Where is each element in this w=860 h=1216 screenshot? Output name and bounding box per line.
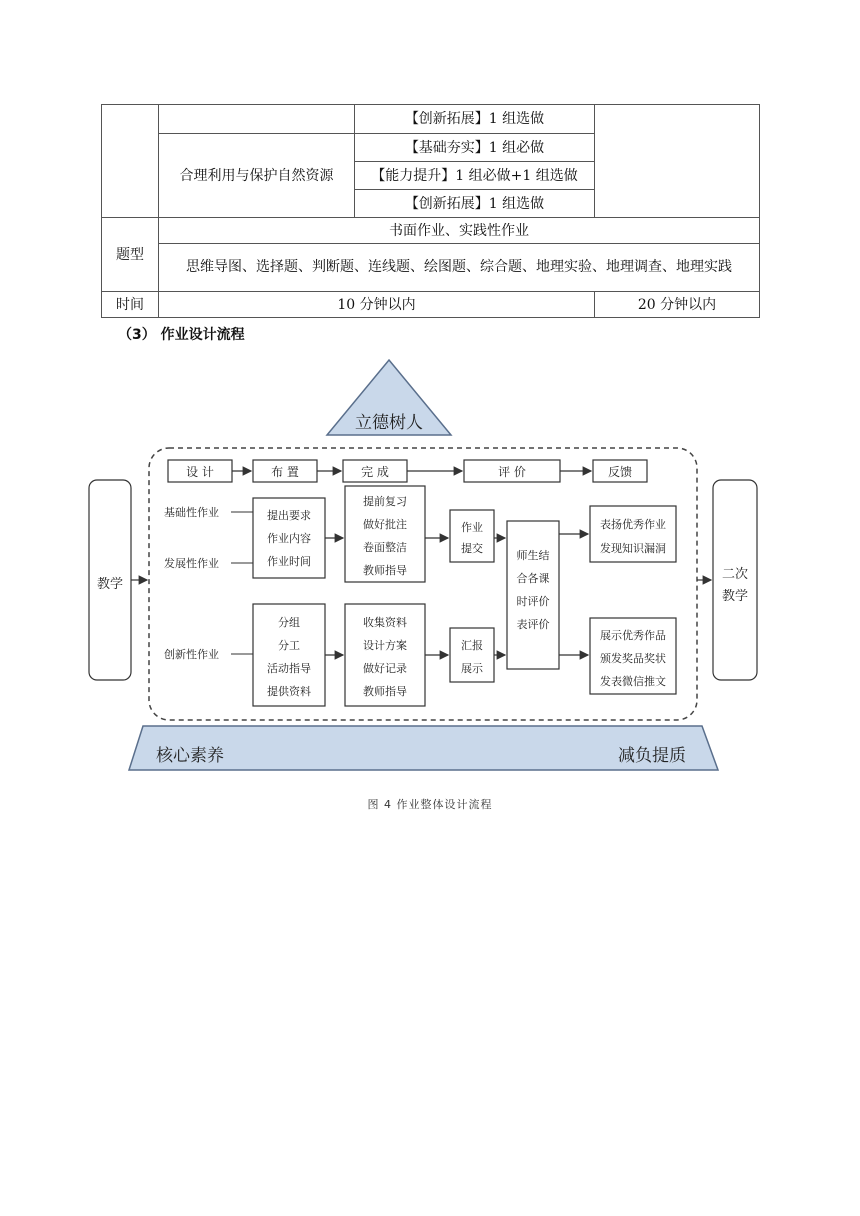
step-evaluate-label: 评 价	[498, 465, 526, 479]
submit-lower-1: 汇报	[461, 639, 483, 652]
complete-upper-4: 教师指导	[363, 564, 407, 577]
submit-upper-1: 作业	[461, 521, 483, 534]
type-label: 题型	[102, 218, 159, 292]
assign-upper-2: 作业内容	[267, 532, 311, 545]
top-triangle-label: 立德树人	[355, 413, 423, 433]
feedback-upper-1: 表扬优秀作业	[600, 518, 666, 531]
figure-caption: 图 4 作业整体设计流程	[367, 798, 493, 811]
category-innovation: 创新性作业	[164, 648, 219, 661]
feedback-lower-1: 展示优秀作品	[600, 629, 666, 642]
topic-cell-empty	[159, 105, 355, 134]
step-feedback-label: 反馈	[607, 465, 633, 479]
category-development: 发展性作业	[164, 557, 219, 570]
assignment-cell: 【基础夯实】1 组必做	[355, 134, 595, 162]
step-assign-label: 布 置	[271, 465, 299, 479]
workflow-diagram	[86, 356, 776, 776]
assign-upper-3: 作业时间	[267, 555, 311, 568]
assignment-cell: 【能力提升】1 组必做+1 组选做	[355, 162, 595, 190]
section-heading: （3） 作业设计流程	[118, 327, 245, 343]
complete-upper-3: 卷面整洁	[363, 541, 407, 554]
assign-lower-2: 分工	[278, 639, 300, 652]
type-line1: 书面作业、实践性作业	[159, 218, 760, 244]
topic-cell: 合理利用与保护自然资源	[159, 134, 355, 218]
second-teaching-label-2: 教学	[721, 589, 749, 604]
complete-lower-4: 教师指导	[363, 685, 407, 698]
type-line2: 思维导图、选择题、判断题、连线题、绘图题、综合题、地理实验、地理调查、地理实践	[159, 244, 760, 292]
time-label: 时间	[102, 292, 159, 318]
time-value-1: 10 分钟以内	[159, 292, 595, 318]
complete-lower-3: 做好记录	[363, 662, 407, 675]
feedback-lower-3: 发表微信推文	[600, 675, 666, 688]
time-value-2: 20 分钟以内	[595, 292, 760, 318]
step-design-label: 设 计	[186, 465, 214, 479]
feedback-upper-2: 发现知识漏洞	[600, 542, 666, 555]
assign-lower-3: 活动指导	[267, 662, 311, 675]
bottom-right-label: 减负提质	[618, 746, 686, 766]
feedback-lower-2: 颁发奖品奖状	[600, 652, 666, 665]
complete-upper-2: 做好批注	[363, 518, 407, 531]
teaching-label: 教学	[96, 577, 124, 592]
complete-upper-1: 提前复习	[363, 495, 407, 508]
assign-lower-4: 提供资料	[267, 685, 311, 698]
assign-lower-1: 分组	[278, 616, 300, 629]
homework-table	[101, 104, 760, 318]
submit-lower-2: 展示	[461, 662, 483, 675]
complete-lower-2: 设计方案	[363, 639, 407, 652]
time-cell-empty	[595, 105, 760, 218]
submit-upper-2: 提交	[461, 542, 483, 555]
evaluate-2: 合各课	[516, 572, 550, 585]
complete-lower-1: 收集资料	[363, 616, 407, 629]
step-complete-label: 完 成	[361, 465, 389, 479]
assign-upper-1: 提出要求	[267, 509, 311, 522]
category-basic: 基础性作业	[164, 506, 219, 519]
assignment-cell: 【创新拓展】1 组选做	[355, 190, 595, 218]
category-cell-empty	[102, 105, 159, 218]
evaluate-3: 时评价	[516, 595, 550, 608]
second-teaching-label-1: 二次	[721, 567, 749, 582]
evaluate-4: 表评价	[516, 618, 550, 631]
assignment-cell: 【创新拓展】1 组选做	[355, 105, 595, 134]
bottom-left-label: 核心素养	[156, 746, 224, 766]
evaluate-1: 师生结	[516, 549, 550, 562]
